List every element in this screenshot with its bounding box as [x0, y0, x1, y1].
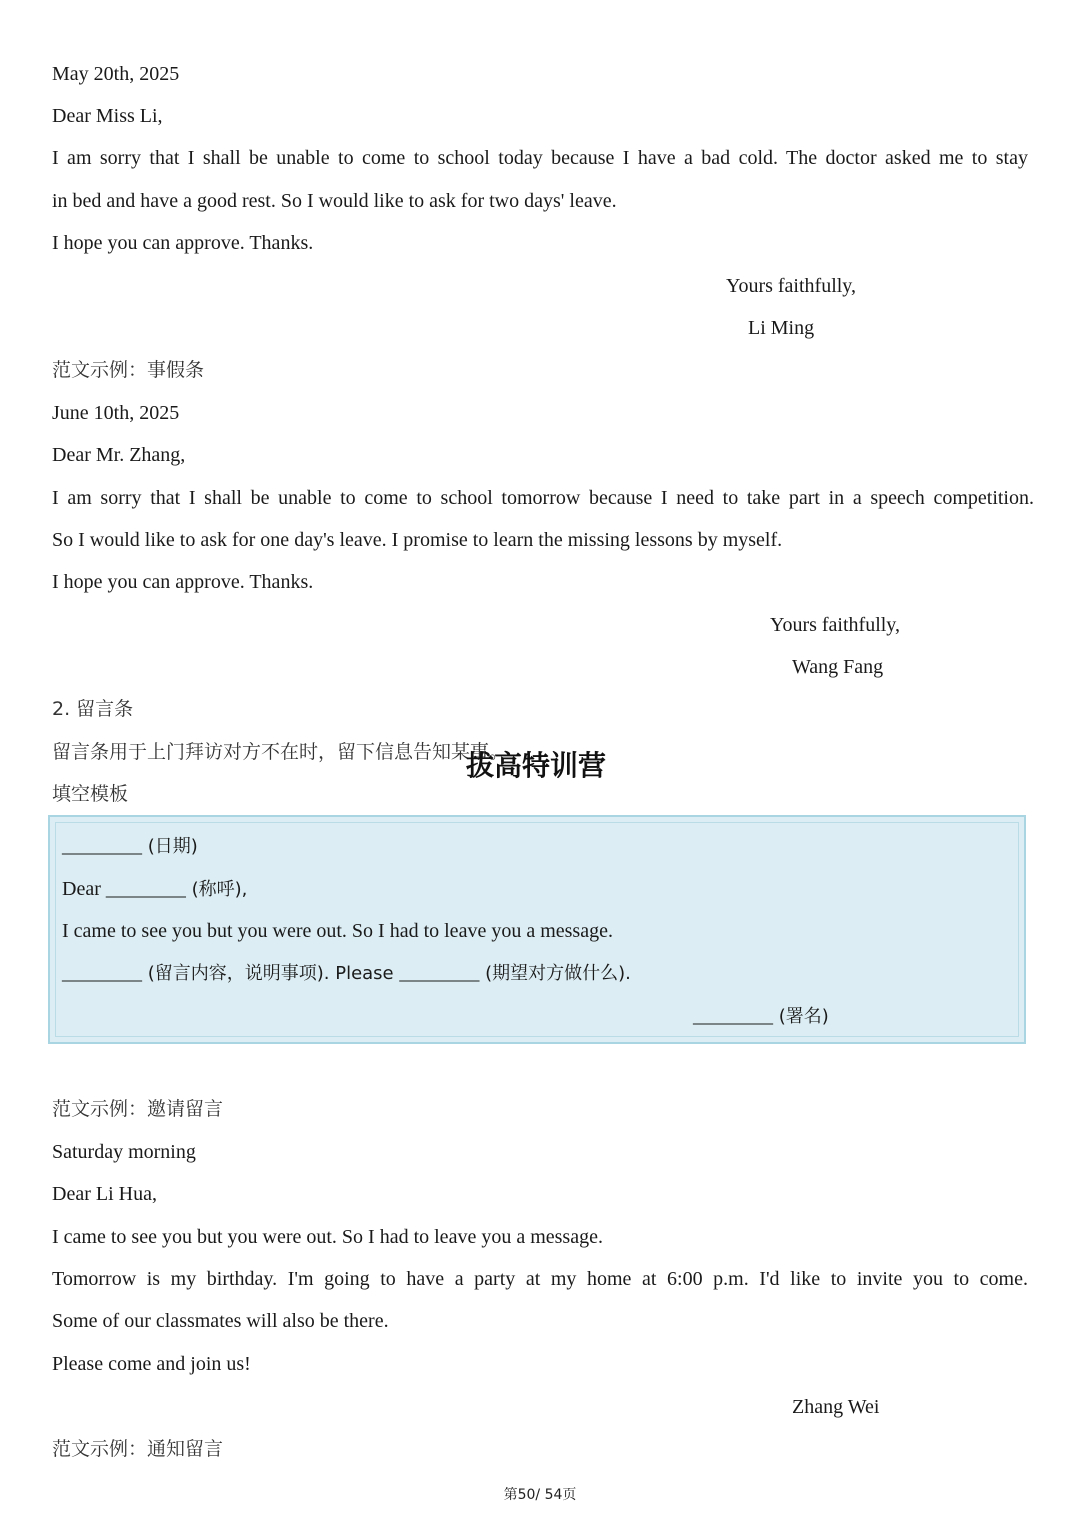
watermark: 拔高特训营 — [466, 749, 607, 782]
letter1-closing-line: I hope you can approve. Thanks. — [52, 232, 314, 254]
example-invite-heading: 范文示例：邀请留言 — [52, 1098, 224, 1120]
template-date-line — [62, 834, 198, 859]
example-invite-line3: Some of our classmates will also be there. — [52, 1310, 389, 1332]
letter1-signature: Li Ming — [748, 317, 815, 339]
blank-line: ________ — [62, 835, 142, 857]
section2-heading: 2. 留言条 — [52, 698, 134, 720]
section2-description: 留言条用于上门拜访对方不在时，留下信息告知某事。 — [52, 741, 509, 763]
template-greeting-line — [62, 877, 247, 902]
blank-line: ________ — [62, 962, 142, 984]
example-notice-heading: 范文示例：通知留言 — [52, 1438, 224, 1460]
salutation-hint: (称呼), — [185, 879, 248, 900]
page-number-total: 54 — [544, 1487, 563, 1503]
example-invite-date: Saturday morning — [52, 1141, 196, 1163]
dear-text: Dear — [62, 878, 106, 900]
letter2-sign-off: Yours faithfully, — [770, 614, 901, 636]
expect-hint: (期望对方做什么). — [479, 963, 631, 984]
example-invite-line4: Please come and join us! — [52, 1353, 251, 1375]
content-hint: (留言内容，说明事项). Please — [142, 963, 400, 984]
letter2-date: June 10th, 2025 — [52, 402, 180, 424]
letter2-closing-line: I hope you can approve. Thanks. — [52, 571, 314, 593]
page-number — [0, 1484, 1080, 1504]
example-invite-signature: Zhang Wei — [792, 1396, 880, 1418]
example-invite-line1: I came to see you but you were out. So I had to leave you a message. — [52, 1226, 603, 1248]
blank-line: ________ — [399, 962, 480, 984]
example-invite-greeting: Dear Li Hua, — [52, 1183, 157, 1205]
template-message-line: I came to see you but you were out. So I had to leave you a message. — [62, 920, 613, 942]
letter2-signature: Wang Fang — [792, 656, 884, 678]
blank-line: ________ — [105, 878, 186, 900]
letter2-greeting: Dear Mr. Zhang, — [52, 444, 186, 466]
page-number-prefix: 第 — [503, 1487, 518, 1503]
page-number-separator: / — [535, 1487, 545, 1503]
template-label: 填空模板 — [52, 783, 129, 805]
page-number-current: 50 — [517, 1487, 536, 1503]
page-number-suffix: 页 — [562, 1487, 577, 1503]
example-leave-heading: 范文示例：事假条 — [52, 359, 205, 381]
template-content-line — [62, 961, 631, 986]
letter2-body-line2: So I would like to ask for one day's leave. I promise to learn the missing lessons by myself. — [52, 529, 783, 551]
signature-hint: (署名) — [773, 1006, 829, 1027]
date-hint: (日期) — [142, 836, 198, 857]
example-invite-line2: Tomorrow is my birthday. I'm going to have a party at my home at 6:00 p.m. I'd like to invite you to come. — [52, 1268, 1028, 1290]
letter2-body-line1: I am sorry that I shall be unable to come to school tomorrow because I need to take part in a speech competition. — [52, 487, 1034, 509]
template-signature-line — [693, 1004, 829, 1029]
blank-line: ________ — [693, 1005, 773, 1027]
letter1-sign-off: Yours faithfully, — [726, 275, 857, 297]
letter1-body-line2: in bed and have a good rest. So I would like to ask for two days' leave. — [52, 190, 617, 212]
letter1-date: May 20th, 2025 — [52, 63, 180, 85]
letter1-body-line1: I am sorry that I shall be unable to come to school today because I have a bad cold. The doctor asked me to stay — [52, 147, 1028, 169]
letter1-greeting: Dear Miss Li, — [52, 105, 163, 127]
